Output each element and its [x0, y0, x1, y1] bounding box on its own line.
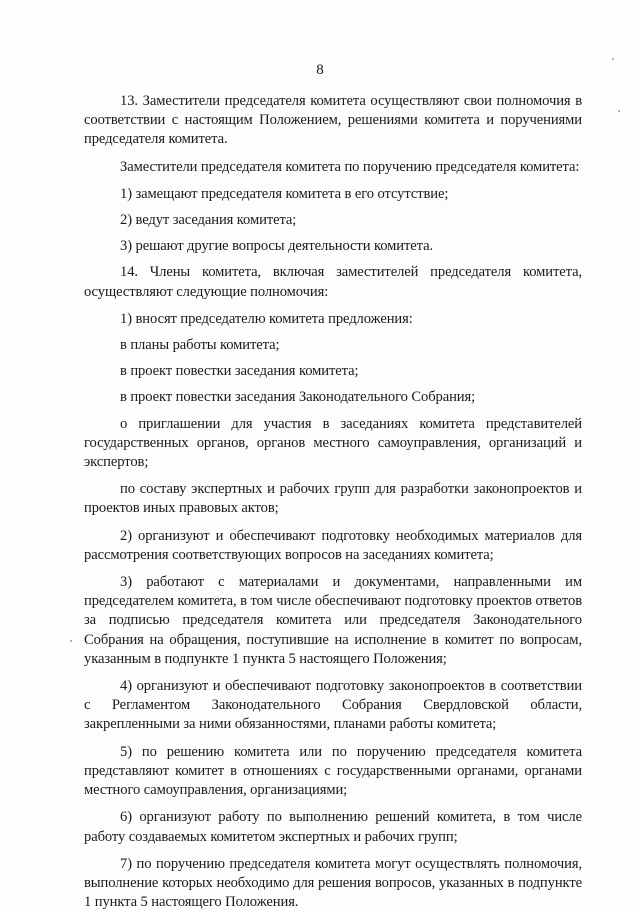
document-body	[84, 92, 582, 920]
list-item: в планы работы комитета;	[120, 337, 280, 354]
paragraph-deputies-intro: Заместители председателя комитета по поручению председателя комитета:	[120, 158, 580, 175]
list-item: 4) организуют и обеспечивают подготовку законопроектов в соответствии с Регламентом Законодательного Собрания Свердловской области, закрепленными за ними обязанностями, планами работы комитета;	[84, 678, 582, 733]
page-number: 8	[316, 62, 324, 78]
paragraph-14: 14. Члены комитета, включая заместителей председателя комитета, осуществляют следующие полномочия:	[84, 264, 582, 300]
list-item: в проект повестки заседания Законодательного Собрания;	[120, 389, 476, 406]
list-item: 6) организуют работу по выполнению решений комитета, в том числе работу создаваемых комитетом экспертных и рабочих групп;	[84, 809, 582, 845]
list-item: 3) решают другие вопросы деятельности комитета.	[120, 238, 434, 255]
list-item: в проект повестки заседания комитета;	[120, 363, 359, 380]
list-item: 5) по решению комитета или по поручению председателя комитета представляют комитет в отношениях с государственными органами, органами местного самоуправления, организациями;	[84, 743, 582, 799]
scan-speck	[612, 58, 614, 60]
list-item: 1) вносят председателю комитета предложения:	[120, 310, 413, 327]
scan-speck	[70, 640, 72, 642]
list-item: 2) ведут заседания комитета;	[120, 212, 297, 229]
list-item: по составу экспертных и рабочих групп для разработки законопроектов и проектов иных правовых актов;	[84, 481, 582, 517]
scan-speck	[618, 110, 620, 112]
list-item: о приглашении для участия в заседаниях комитета представителей государственных органов, органов местного самоуправления, организаций и экспертов;	[84, 415, 582, 471]
list-item: 1) замещают председателя комитета в его отсутствие;	[120, 185, 449, 202]
list-item: 3) работают с материалами и документами, направленными им председателем комитета, в том числе обеспечивают подготовку проектов ответов за подписью председателя комитета или председателя Законодательного Собрания на обращения, поступившие на исполнение в комитет по вопросам, указанным в подпункте 1 пункта 5 настоящего Положения;	[84, 574, 582, 667]
list-item: 2) организуют и обеспечивают подготовку необходимых материалов для рассмотрения соответствующих вопросов на заседаниях комитета;	[84, 527, 582, 563]
list-item: 7) по поручению председателя комитета могут осуществлять полномочия, выполнение которых необходимо для решения вопросов, указанных в подпункте 1 пункта 5 настоящего Положения.	[84, 855, 582, 911]
paragraph-13: 13. Заместители председателя комитета осуществляют свои полномочия в соответствии с настоящим Положением, решениями комитета и поручениями председателя комитета.	[84, 93, 582, 148]
